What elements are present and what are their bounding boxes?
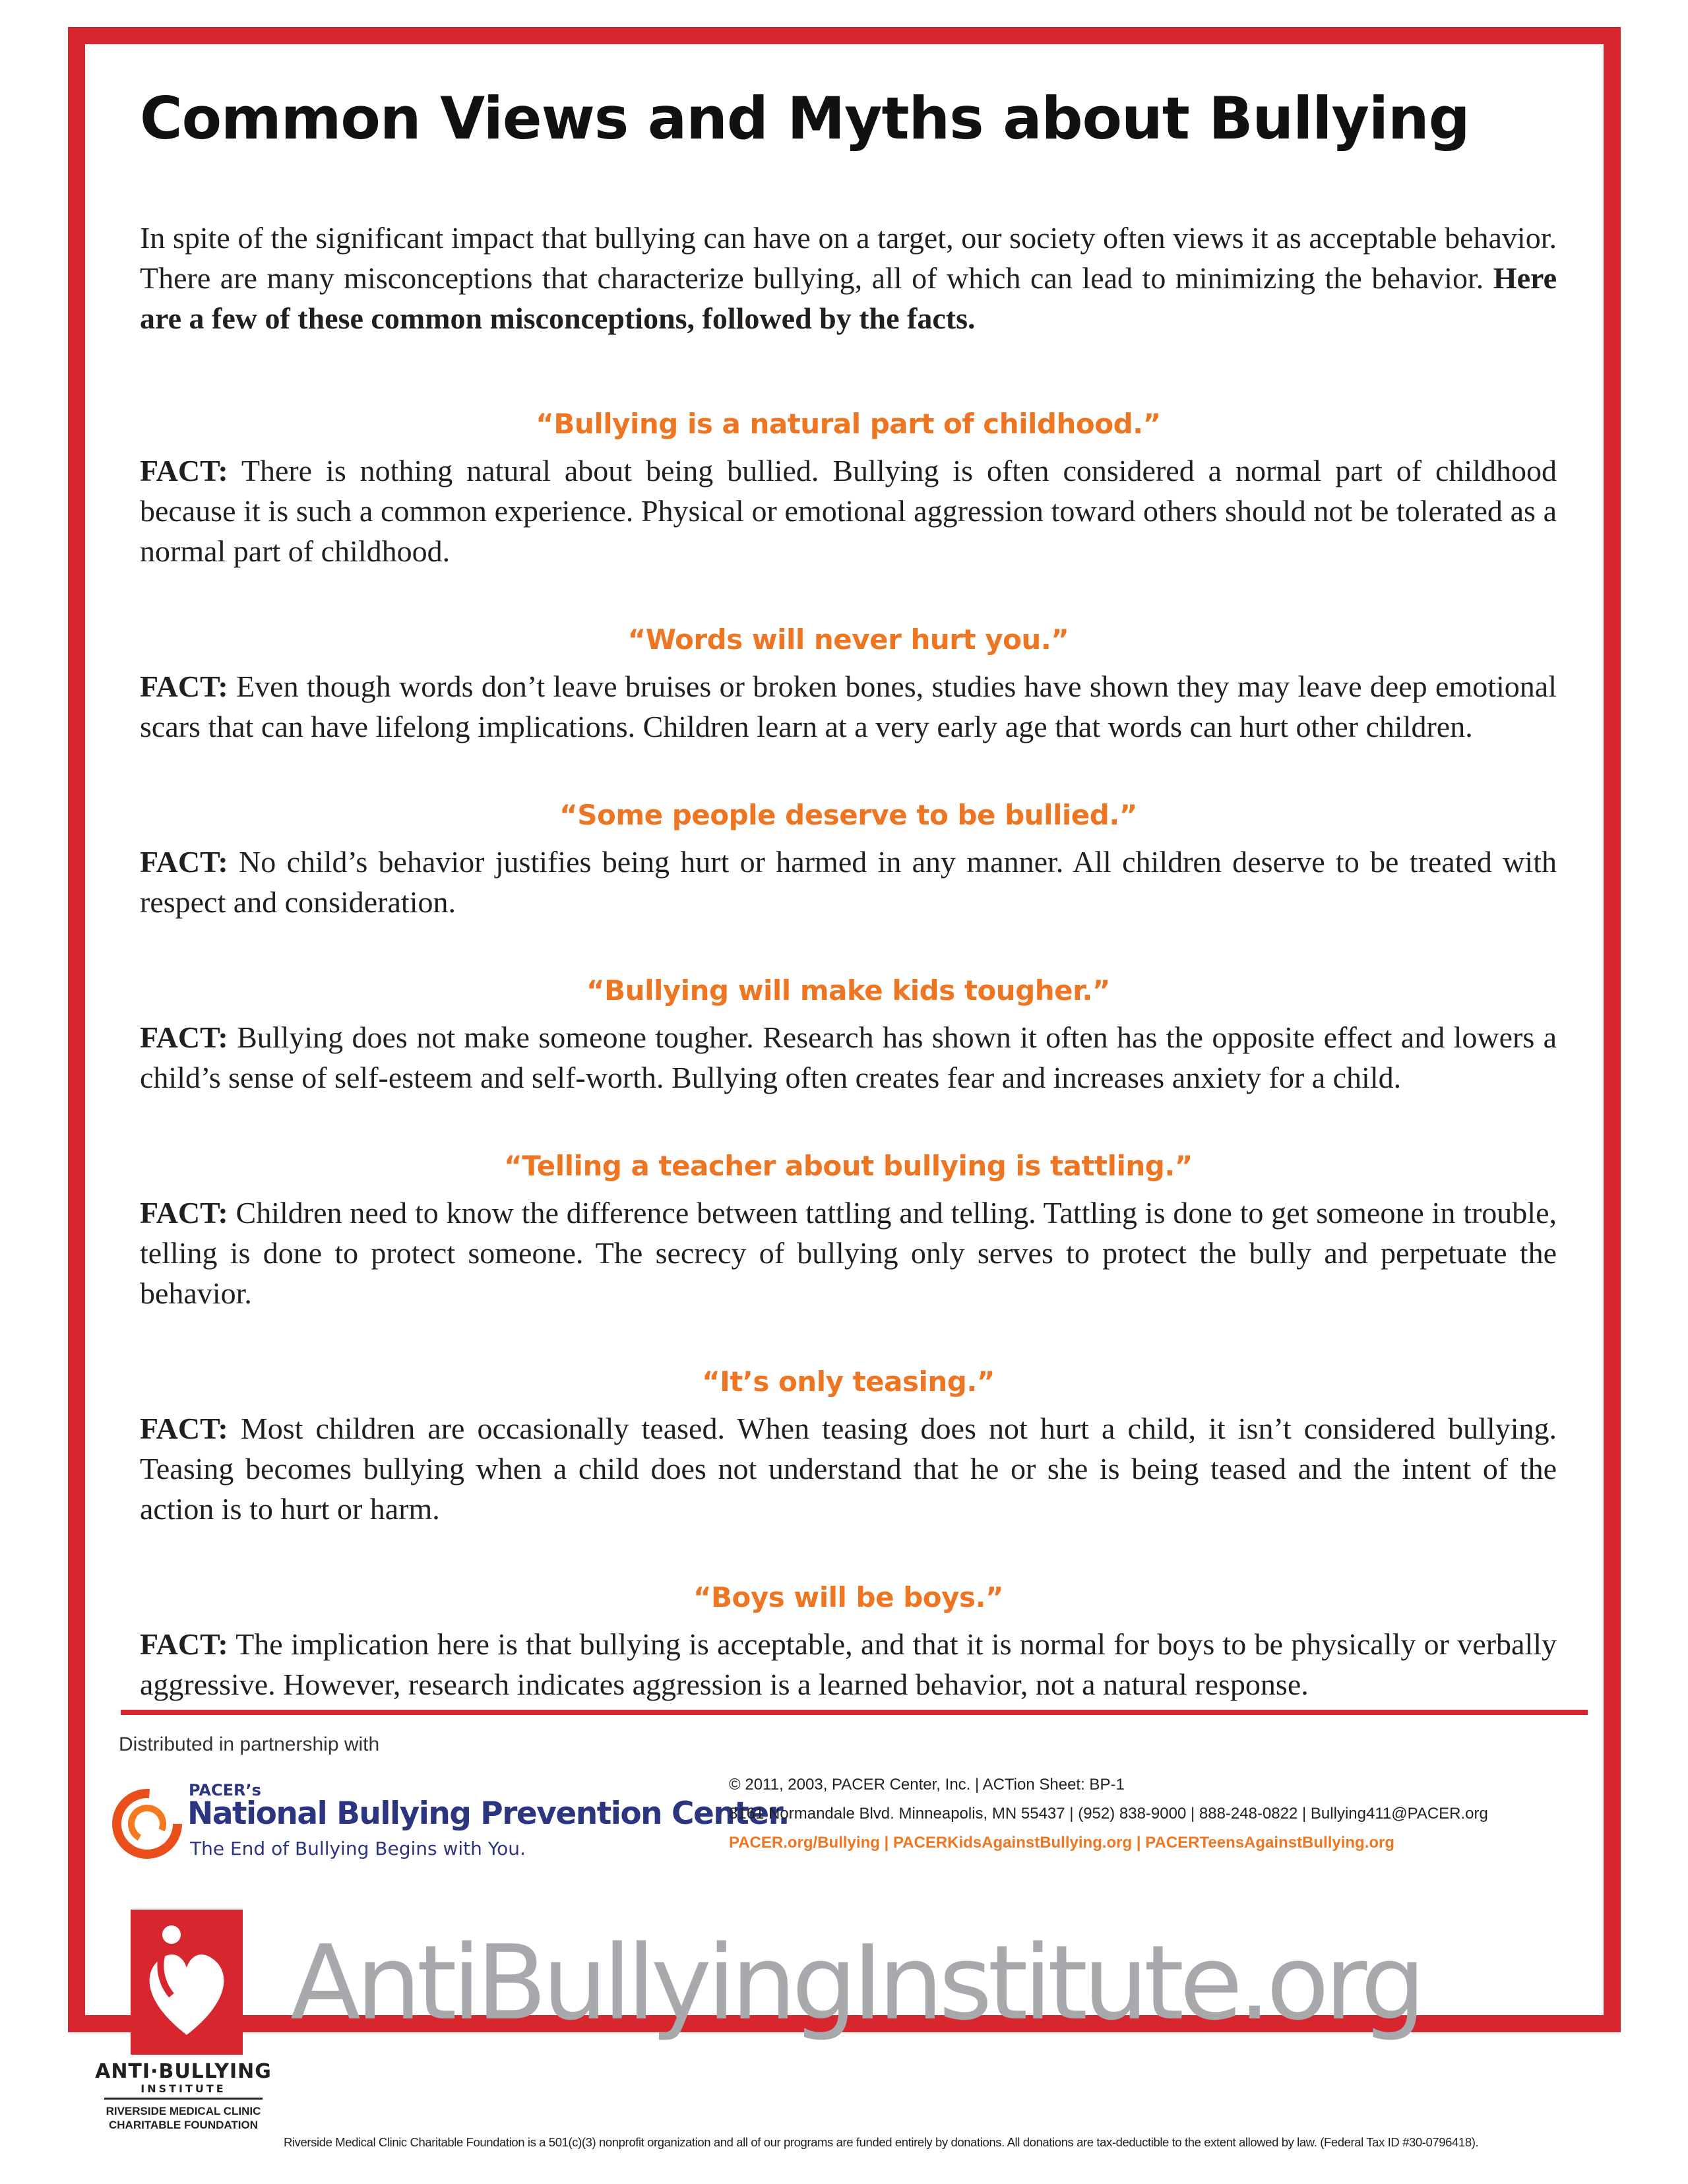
abi-sub: INSTITUTE [141, 2082, 226, 2095]
page-title: Common Views and Myths about Bullying [140, 84, 1470, 152]
fact-paragraph [140, 451, 1557, 571]
document-body [140, 218, 1557, 1752]
myth-section-1 [140, 403, 1557, 571]
abi-foundation [91, 2104, 276, 2132]
fact-label: FACT: [140, 845, 228, 879]
fact-paragraph [140, 666, 1557, 747]
myth-section-5 [140, 1145, 1557, 1313]
fact-text: The implication here is that bullying is acceptable, and that it is normal for boys to be physically or verbally aggressive. However, research indicates aggression is a learned behavior, not a natural response. [140, 1627, 1557, 1701]
abi-foundation-line2: CHARITABLE FOUNDATION [108, 2119, 258, 2131]
myth-section-2 [140, 619, 1557, 747]
fact-text: No child’s behavior justifies being hurt or harmed in any manner. All children deserve to be treated with respect and consideration. [140, 845, 1557, 919]
contact-block [729, 1770, 1488, 1857]
myth-heading: “Words will never hurt you.” [627, 623, 1069, 656]
pacer-logo [111, 1781, 789, 1867]
pacer-small-text: PACER’s [189, 1781, 261, 1799]
heart-figure-icon [131, 1910, 243, 2055]
fact-paragraph [140, 842, 1557, 922]
abi-foundation-line1: RIVERSIDE MEDICAL CLINIC [106, 2105, 261, 2117]
myth-section-7 [140, 1576, 1557, 1704]
site-url[interactable]: AntiBullyingInstitute.org [290, 1923, 1422, 2043]
partner-label: Distributed in partnership with [119, 1733, 380, 1755]
abi-name: ANTI·BULLYING [95, 2060, 272, 2083]
fact-paragraph [140, 1193, 1557, 1313]
myth-section-4 [140, 970, 1557, 1098]
myth-heading: “Telling a teacher about bullying is tattling.” [504, 1150, 1193, 1182]
fact-paragraph [140, 1017, 1557, 1098]
fact-paragraph [140, 1408, 1557, 1529]
myth-heading: “Some people deserve to be bullied.” [559, 799, 1137, 831]
intro-bold: Here are a few of these common misconceptions, followed by the facts. [140, 261, 1557, 335]
myth-heading: “Bullying will make kids tougher.” [586, 974, 1110, 1007]
fact-text: Even though words don’t leave bruises or broken bones, studies have shown they may leave deep emotional scars that can have lifelong implications. Children learn at a very early age that words can hurt other children. [140, 670, 1557, 743]
myth-heading: “Bullying is a natural part of childhood.” [536, 408, 1161, 440]
fact-paragraph [140, 1624, 1557, 1704]
abi-rule [104, 2098, 263, 2100]
fact-text: Children need to know the difference between tattling and telling. Tattling is done to get someone in trouble, telling is done to protect someone. The secrecy of bullying only serves to protect the bully and perpetuate the behavior. [140, 1196, 1557, 1310]
pacer-name: National Bullying Prevention Center. [187, 1795, 789, 1832]
links-line: PACER.org/Bullying | PACERKidsAgainstBullying.org | PACERTeensAgainstBullying.org [729, 1834, 1395, 1852]
fact-text: Bullying does not make someone tougher. Research has shown it often has the opposite effect and lowers a child’s sense of self-esteem and self-worth. Bullying often creates fear and increases anxiety for a child. [140, 1020, 1557, 1094]
myth-heading: “It’s only teasing.” [702, 1365, 995, 1398]
pacer-swirl-icon [111, 1788, 183, 1860]
fact-label: FACT: [140, 670, 228, 703]
intro-paragraph [140, 218, 1557, 338]
fact-label: FACT: [140, 1020, 228, 1054]
address-line: 8161 Normandale Blvd. Minneapolis, MN 55437 | (952) 838-9000 | 888-248-0822 | Bullying411@PACER.org [729, 1805, 1488, 1823]
fact-label: FACT: [140, 1196, 228, 1230]
fact-text: Most children are occasionally teased. When teasing does not hurt a child, it isn’t considered bullying. Teasing becomes bullying when a child does not understand that he or she is being teased and the intent of the action is to hurt or harm. [140, 1412, 1557, 1526]
myth-heading: “Boys will be boys.” [693, 1581, 1004, 1613]
footer-divider [121, 1710, 1588, 1715]
fact-label: FACT: [140, 454, 228, 487]
intro-text: In spite of the significant impact that bullying can have on a target, our society often views it as acceptable behavior. There are many misconceptions that characterize bullying, all of which can lead to minimizing the behavior. [140, 221, 1557, 295]
copyright-line: © 2011, 2003, PACER Center, Inc. | ACTion Sheet: BP-1 [729, 1776, 1125, 1794]
anti-bullying-institute-logo [91, 1910, 276, 2154]
footnote: Riverside Medical Clinic Charitable Foundation is a 501(c)(3) nonprofit organization and all of our programs are funded entirely by donations. All donations are tax-deductible to the extent allowed by law. (Federal Tax ID #30-0796418). [284, 2135, 1479, 2149]
fact-label: FACT: [140, 1412, 228, 1445]
fact-text: There is nothing natural about being bullied. Bullying is often considered a normal part of childhood because it is such a common experience. Physical or emotional aggression toward others should not be tolerated as a normal part of childhood. [140, 454, 1557, 568]
myth-section-6 [140, 1361, 1557, 1529]
pacer-tagline: The End of Bullying Begins with You. [190, 1838, 526, 1859]
myth-section-3 [140, 794, 1557, 922]
fact-label: FACT: [140, 1627, 228, 1661]
